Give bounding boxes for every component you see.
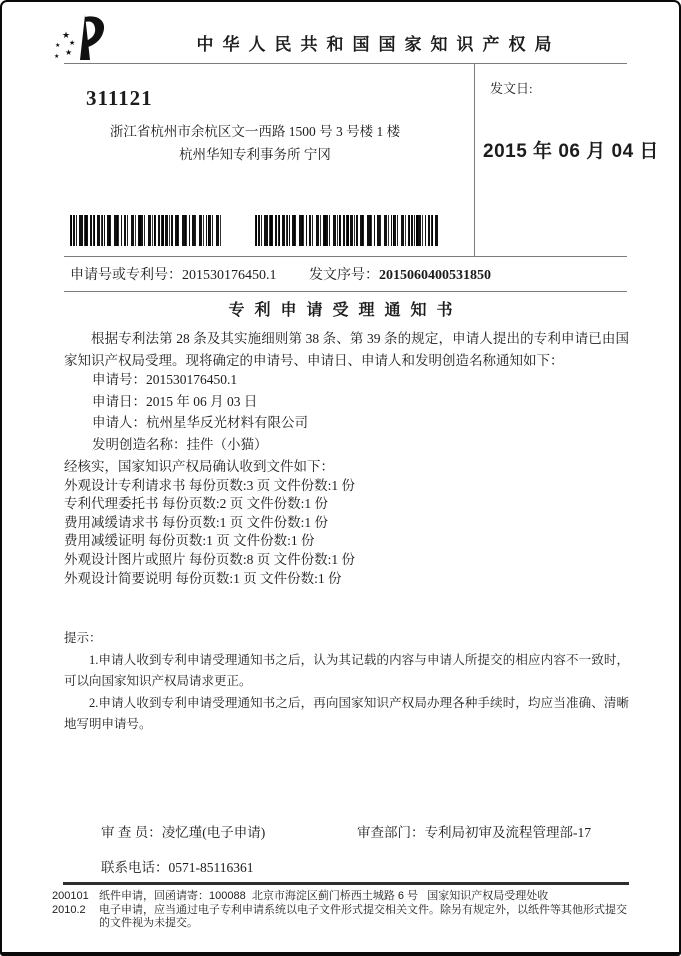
svg-text:★: ★ [54, 53, 60, 60]
received-document-item: 外观设计图片或照片 每份页数:8 页 文件份数:1 份 [64, 551, 356, 567]
received-documents [64, 458, 355, 588]
footer-notes [52, 890, 637, 931]
serial-number-field [309, 264, 491, 284]
department-label: 审查部门： [357, 825, 425, 840]
received-document-item: 费用减缓证明 每份页数:1 页 文件份数:1 份 [64, 533, 315, 549]
postal-code: 311121 [86, 86, 153, 110]
footer-form-code: 200101 [52, 890, 89, 902]
examiner-name: 凌忆瑾(电子申请) [161, 825, 266, 840]
footer-row-paper [52, 890, 637, 904]
contact-phone-field [101, 856, 254, 876]
tips-section [64, 628, 629, 736]
recipient-address [90, 120, 420, 166]
cnipa-logo-graphic [52, 14, 114, 62]
footer-electronic-note: 电子申请，应当通过电子专利申请系统以电子文件形式提交相关文件。除另有规定外，以纸件等其他形式提交的文件视为未提交。 [99, 903, 627, 929]
field-value: 2015 年 06 月 03 日 [146, 393, 258, 409]
notice-title: 专利申请受理通知书 [228, 302, 463, 319]
footer-row-electronic [52, 904, 637, 931]
barcode-application-number [70, 215, 223, 246]
received-document-item: 外观设计专利请求书 每份页数:3 页 文件份数:1 份 [64, 477, 356, 493]
notice-paragraph: 根据专利法第 28 条及其实施细则第 38 条、第 39 条的规定，申请人提出的专利申请已由国家知识产权局受理。现将确定的申请号、申请日、申请人和发明创造名称通知如下： [64, 331, 629, 368]
field-value: 201530176450.1 [146, 372, 238, 387]
footer-divider [63, 882, 629, 885]
svg-text:★: ★ [69, 39, 76, 47]
application-number-value: 201530176450.1 [182, 268, 277, 283]
field-label: 申请号： [92, 372, 146, 387]
received-document-item: 费用减缓请求书 每份页数:1 页 文件份数:1 份 [64, 514, 329, 530]
application-number-field [70, 268, 277, 283]
received-document-item: 专利代理委托书 每份页数:2 页 文件份数:1 份 [64, 496, 329, 512]
serial-number-value: 2015060400531850 [379, 268, 491, 283]
field-application-number [92, 369, 308, 391]
field-value: 挂件（小猫） [186, 436, 268, 452]
svg-text:★: ★ [62, 31, 71, 41]
application-number-label: 申请号或专利号： [70, 268, 182, 283]
received-intro: 经核实，国家知识产权局确认收到文件如下： [64, 459, 334, 474]
serial-number-label: 发文序号： [309, 268, 379, 283]
phone-number: 0571-85116361 [168, 860, 254, 875]
svg-text:★: ★ [65, 48, 73, 57]
svg-text:★: ★ [55, 42, 61, 49]
department-field [357, 821, 591, 841]
field-invention-name [92, 434, 308, 456]
address-line2: 杭州华知专利事务所 宁冈 [179, 147, 331, 162]
field-label: 申请人： [92, 415, 146, 430]
barcode-divider [64, 256, 627, 257]
phone-label: 联系电话： [101, 860, 169, 875]
dispatch-date-label: 发文日: [490, 81, 533, 96]
header-divider [64, 63, 627, 64]
agency-title: 中华人民共和国国家知识产权局 [196, 35, 561, 54]
examiner-field [101, 825, 265, 840]
signature-row [101, 821, 629, 841]
barcode-serial-number [255, 215, 438, 246]
field-value: 杭州星华反光材料有限公司 [146, 415, 308, 430]
field-label: 申请日： [92, 393, 146, 409]
reference-row [70, 264, 629, 284]
tips-label: 提示： [64, 631, 102, 645]
vertical-divider [474, 63, 475, 256]
examiner-label: 审 查 员： [101, 825, 162, 840]
field-application-date [92, 391, 308, 413]
footer-paper-note: 纸件申请，回函请寄：100088 北京市海淀区蓟门桥西土城路 6 号 国家知识产权局受理处收 [99, 890, 549, 902]
tip-item-1: 1.申请人收到专利申请受理通知书之后，认为其记载的内容与申请人所提交的相应内容不一致时，可以向国家知识产权局请求更正。 [64, 652, 629, 688]
department-name: 专利局初审及流程管理部-17 [424, 825, 591, 840]
application-fields [92, 369, 308, 455]
dispatch-date-value: 2015 年 06 月 04 日 [483, 141, 659, 162]
field-label: 发明创造名称： [92, 436, 187, 452]
received-document-item: 外观设计简要说明 每份页数:1 页 文件份数:1 份 [64, 570, 342, 586]
footer-form-date: 2010.2 [52, 903, 86, 916]
address-line1: 浙江省杭州市余杭区文一西路 1500 号 3 号楼 1 楼 [109, 124, 401, 139]
field-applicant [92, 412, 308, 434]
title-divider [64, 291, 627, 292]
tip-item-2: 2.申请人收到专利申请受理通知书之后，再向国家知识产权局办理各种手续时，均应当准确、清晰地写明申请号。 [64, 695, 629, 731]
cnipa-logo [52, 14, 114, 62]
